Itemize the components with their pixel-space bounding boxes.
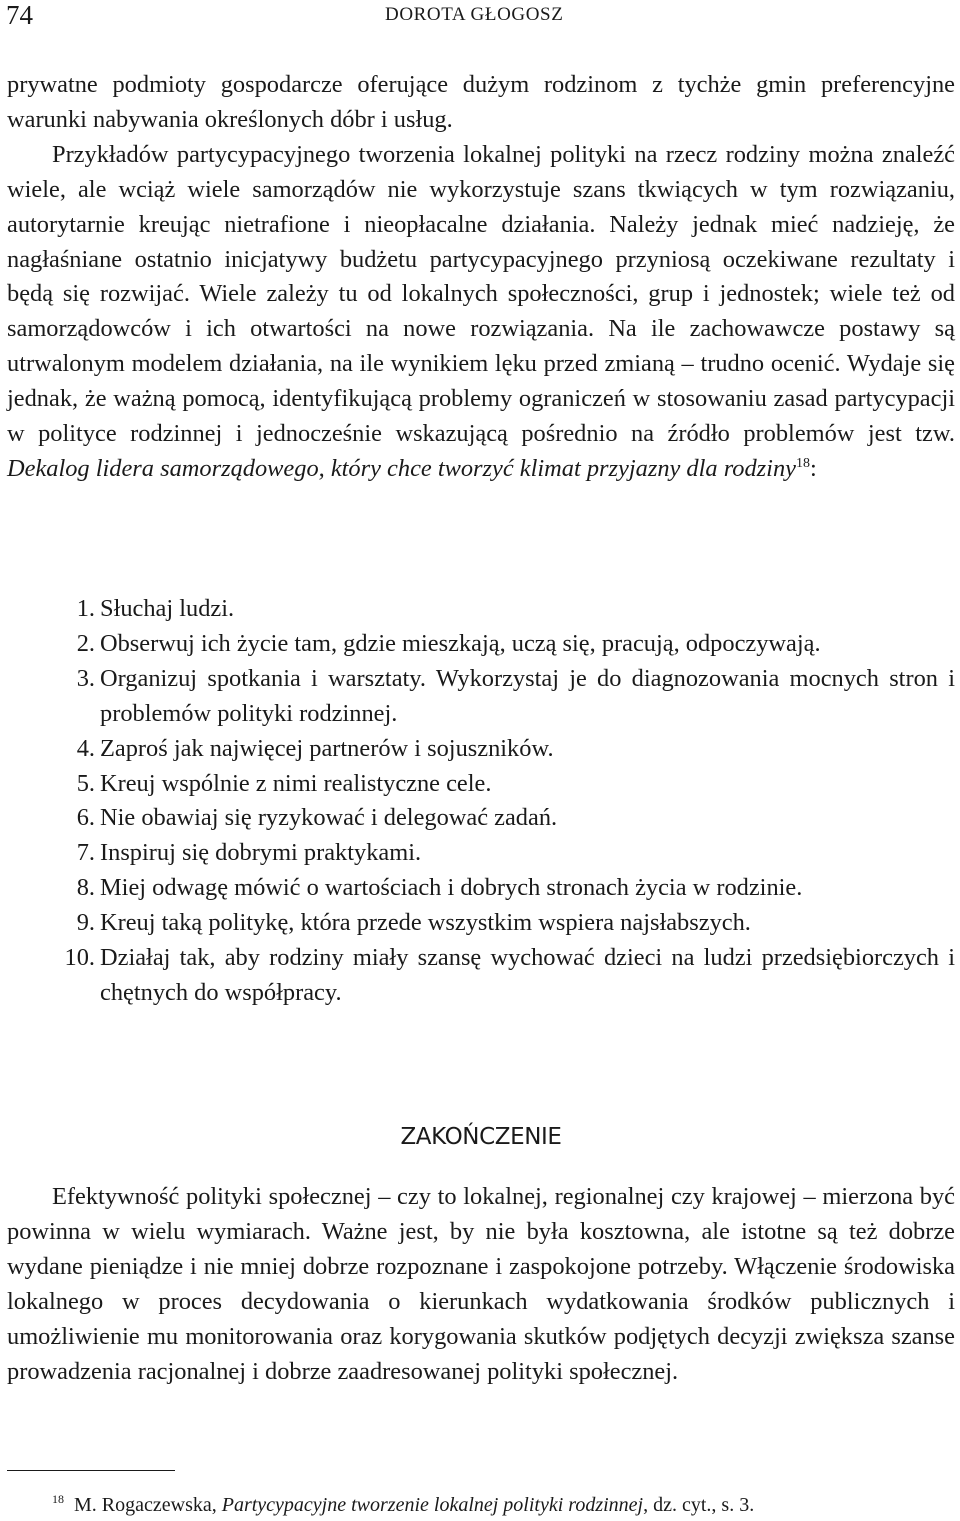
footnote-citation: , dz. cyt., s. 3. <box>643 1494 755 1516</box>
page-number: 74 <box>6 0 33 30</box>
list-item <box>7 732 955 767</box>
running-author: DOROTA GŁOGOSZ <box>385 4 564 25</box>
document-page <box>7 0 955 1521</box>
list-item <box>7 627 955 662</box>
conclusion-text <box>7 1180 955 1389</box>
paragraph-participatory-policy <box>7 138 955 487</box>
list-item-text: Miej odwagę mówić o wartościach i dobrych stronach życia w rodzinie. <box>100 874 803 902</box>
list-item-number: 4. <box>76 734 95 762</box>
footnote-divider <box>7 1470 175 1471</box>
list-item-number: 5. <box>76 769 95 797</box>
list-item-number: 9. <box>76 909 95 937</box>
paragraph-text: Przykładów partycypacyjnego tworzenia lokalnej polityki na rzecz rodziny można znaleźć wiele, ale wciąż wiele samorządów nie wykorzystuje szans tkwiących w tym rozwiązaniu, autorytarnie kreując nietrafione i nieopłacalne działania. Należy jednak mieć nadzieję, że nagłaśniane ostatnio inicjatywy budżetu partycypacyjnego przyniosą oczekiwane rezultaty i będą się rozwijać. Wiele zależy tu od lokalnych społeczności, grup i jednostek; wiele też od samorządowców i ich otwartości na nowe rozwiązania. Na ile zachowawcze postawy są utrwalonym modelem działania, na ile wynikiem lęku przed zmianą – trudno ocenić. Wydaje się jednak, że ważną pomocą, identyfikującą problemy ograniczeń w stosowaniu zasad partycypacji w polityce rodzinnej i jednocześnie wskazującą pośrednio na źródło problemów jest tzw. <box>7 140 955 448</box>
list-item-number: 2. <box>76 629 95 657</box>
dekalog-title: Dekalog lidera samorządowego, który chce tworzyć klimat przyjazny dla rodziny <box>7 454 796 482</box>
list-item-number: 3. <box>76 664 95 692</box>
paragraph-colon: : <box>809 454 817 482</box>
list-item-number: 1. <box>76 595 95 622</box>
list-item <box>7 836 955 871</box>
footnote-title: Partycypacyjne tworzenie lokalnej polityki rodzinnej <box>221 1494 644 1516</box>
running-head <box>7 0 955 34</box>
list-item-text: Działaj tak, aby rodziny miały szansę wychować dzieci na ludzi przedsiębiorczych i chętnych do współpracy. <box>100 944 955 1006</box>
list-item <box>7 906 955 941</box>
list-item-number: 6. <box>76 804 95 832</box>
conclusion-paragraph: Efektywność polityki społecznej – czy to lokalnej, regionalnej czy krajowej – mierzona być powinna w wielu wymiarach. Ważne jest, by nie była kosztowna, ale istotne są też dobrze wydane pieniądze i nie mniej dobrze rozpoznane i zaspokojone potrzeby. Włączenie środowiska lokalnego w proces decydowania o kierunkach wydatkowania środków publicznych i umożliwienie mu monitorowania oraz korygowania skutków podjętych decyzji zwiększa szanse prowadzenia racjonalnej i dobrze zaadresowanej polityki społecznej. <box>7 1183 955 1385</box>
footnote-author: M. Rogaczewska, <box>74 1494 217 1516</box>
list-item-text: Słuchaj ludzi. <box>100 595 235 622</box>
list-item <box>7 801 955 836</box>
list-item <box>7 871 955 906</box>
list-item-text: Inspiruj się dobrymi praktykami. <box>100 839 422 867</box>
list-item <box>7 592 955 627</box>
list-item-number: 8. <box>76 874 95 902</box>
dekalog-list <box>7 592 955 1011</box>
list-item-text: Nie obawiaj się ryzykować i delegować zadań. <box>100 804 558 832</box>
section-heading: ZAKOŃCZENIE <box>400 1124 562 1150</box>
footnote <box>52 1492 952 1518</box>
list-item-number: 10. <box>64 944 95 972</box>
list-item-text: Kreuj wspólnie z nimi realistyczne cele. <box>100 769 492 797</box>
list-item-text: Kreuj taką politykę, która przede wszystkim wspiera najsłabszych. <box>100 909 751 937</box>
list-item <box>7 662 955 732</box>
list-item <box>7 941 955 1011</box>
body-text <box>7 68 955 487</box>
list-item-text: Organizuj spotkania i warsztaty. Wykorzystaj je do diagnozowania mocnych stron i problemów polityki rodzinnej. <box>100 664 955 727</box>
list-item-text: Zaproś jak najwięcej partnerów i sojuszników. <box>100 734 554 762</box>
list-item-text: Obserwuj ich życie tam, gdzie mieszkają, uczą się, pracują, odpoczywają. <box>100 629 821 657</box>
list-item <box>7 767 955 802</box>
footnote-number: 18 <box>52 1492 64 1506</box>
paragraph-continuation: prywatne podmioty gospodarcze oferujące dużym rodzinom z tychże gmin preferencyjne warunki nabywania określonych dóbr i usług. <box>7 71 955 133</box>
list-item-number: 7. <box>76 839 95 867</box>
footnote-reference[interactable]: 18 <box>795 455 810 471</box>
